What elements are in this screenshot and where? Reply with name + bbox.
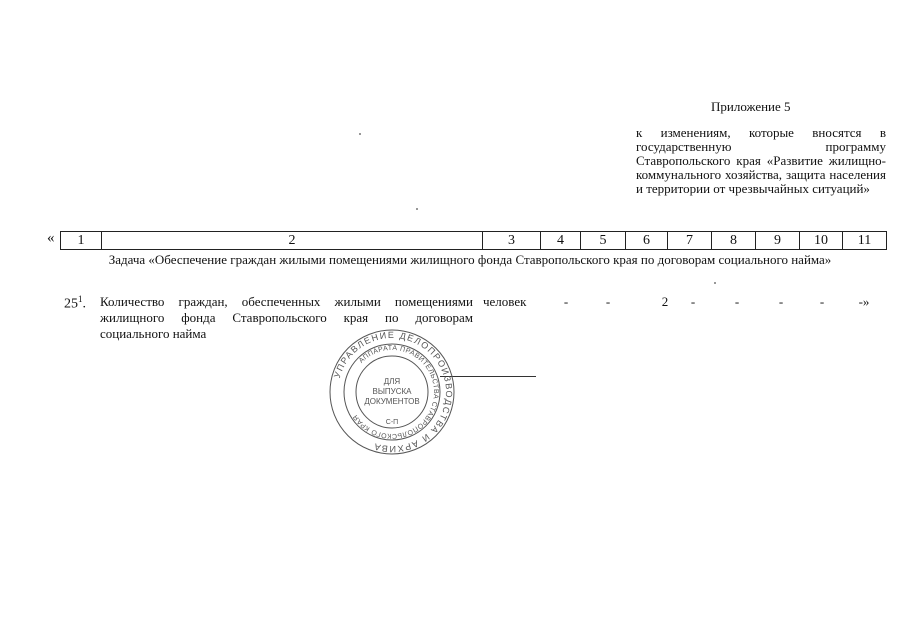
- column-header-3: 3: [483, 232, 541, 250]
- scan-speck: [359, 133, 361, 135]
- row-number-superscript: 1: [78, 294, 83, 304]
- scan-speck: [714, 282, 716, 284]
- indicator-description: Количество граждан, обеспеченных жилыми помещениями жилищного фонда Ставропольского края по договорам социального найма: [100, 294, 473, 341]
- table-open-quote: «: [47, 230, 55, 246]
- value-col-7: -: [690, 294, 696, 309]
- value-col-9: -: [778, 294, 784, 309]
- stamp-center-line-3: ДОКУМЕНТОВ: [364, 397, 420, 406]
- column-header-10: 10: [800, 232, 843, 250]
- column-header-2: 2: [102, 232, 483, 250]
- column-header-7: 7: [668, 232, 712, 250]
- task-heading: Задача «Обеспечение граждан жилыми помещениями жилищного фонда Ставропольского края по договорам социального найма»: [108, 252, 832, 267]
- column-number-row: [60, 231, 887, 250]
- column-header-8: 8: [712, 232, 756, 250]
- column-header-1: 1: [61, 232, 102, 250]
- stamp-outer-text: УПРАВЛЕНИЕ ДЕЛОПРОИЗВОДСТВА И АРХИВА: [331, 329, 455, 455]
- column-header-9: 9: [756, 232, 800, 250]
- value-col-10: -: [819, 294, 825, 309]
- stamp-inner-text: АППАРАТА ПРАВИТЕЛЬСТВА СТАВРОПОЛЬСКОГО КРАЯ: [352, 344, 440, 440]
- column-header-4: 4: [541, 232, 581, 250]
- appendix-title: Приложение 5: [711, 99, 791, 114]
- row-number: [64, 294, 86, 313]
- value-col-11: -»: [858, 294, 870, 309]
- official-stamp: [328, 328, 456, 456]
- value-col-5: -: [605, 294, 611, 309]
- value-col-4: -: [563, 294, 569, 309]
- appendix-description: к изменениям, которые вносятся в государственную программу Ставропольского края «Развитие жилищно-коммунального хозяйства, защита населения и территории от чрезвычайных ситуаций»: [636, 125, 886, 196]
- value-col-6: 2: [661, 294, 669, 309]
- stamp-center-line-2: ВЫПУСКА: [372, 387, 412, 396]
- column-header-5: 5: [581, 232, 626, 250]
- row-number-main: 25: [64, 296, 78, 312]
- value-col-8: -: [734, 294, 740, 309]
- column-header-6: 6: [626, 232, 668, 250]
- scan-speck: [416, 208, 418, 210]
- stamp-bottom-text: С-П: [385, 419, 399, 426]
- indicator-unit: человек: [483, 294, 527, 309]
- row-number-suffix: .: [82, 296, 86, 312]
- stamp-center-line-1: ДЛЯ: [383, 377, 401, 386]
- column-header-11: 11: [843, 232, 887, 250]
